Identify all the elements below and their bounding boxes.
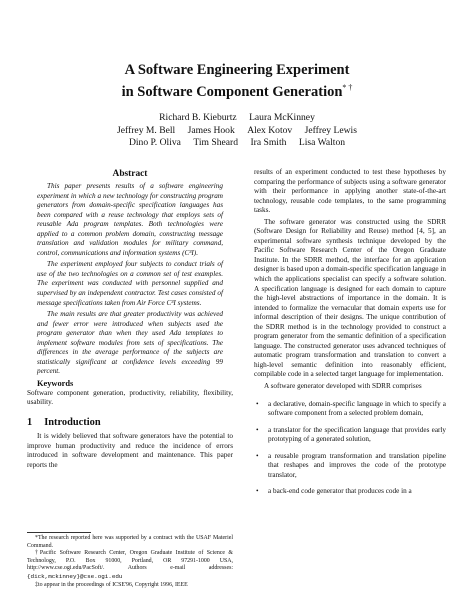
section-heading-introduction xyxy=(27,416,233,429)
footnotes xyxy=(27,535,233,589)
list-item xyxy=(254,487,446,497)
author-name: James Hook xyxy=(187,124,235,136)
list-item-text: a declarative, domain-specific language in which to specify a software component from a selected problem domain, xyxy=(268,399,446,418)
bullet-icon: • xyxy=(256,425,259,434)
footnote: *The research reported here was supported by a contract with the USAF Materiel Command. xyxy=(27,535,233,549)
body-paragraph: results of an experiment conducted to test these hypotheses by comparing the performance of subjects using a software generator with their performance in applying another state-of-the-art technology, reusable code templates, to the same programming tasks. xyxy=(254,168,446,215)
body-paragraph: The software generator was constructed using the SDRR (Software Design for Reliability and Reuse) method [4, 5], an experimental software synthesis technique developed by the Pacific Software Research Center of the Oregon Graduate Institute. In the SDRR method, the interface for an application designer is based upon a domain-specific specification language in which the applications specialist can specify a software solution. A specification language is designed for each domain to capture the high-level abstractions of importance in the domain. It is intended to formalize the vernacular that domain experts use for informal description of their designs. The unique contribution of the SDRR method is in the technology provided to construct a program generator from the semantic definition of a specification language. The constructed generator uses advanced techniques of automatic program transformation and translation to convert a high-level semantic definition into reasonably efficient, compilable code in a selected target language for implementation. xyxy=(254,217,447,379)
abstract-paragraph: The main results are that greater productivity was achieved and fewer error were introduced when subjects used the program generator than when they used Ada templates to implement software modules from sets of specifications. The differences in the average performance of the subjects are statistically significant at confidence levels exceeding 99 percent. xyxy=(37,310,223,376)
title-line-1: A Software Engineering Experiment xyxy=(124,62,350,78)
author-row xyxy=(60,137,414,150)
abstract-paragraph: The experiment employed four subjects to conduct trials of use of the two technologies on a common set of test examples. The experiment was conducted with personnel supplied and supervised by an independent contractor. Test cases consisted of message specifications taken from Air Force C³I systems. xyxy=(37,260,223,307)
abstract-paragraph: This paper presents results of a software engineering experiment in which a new technology for constructing program generators from domain-specific specification languages has been compared with a reuse technology that employs sets of reusable Ada program templates. Both technologies were applied to a common problem domain, constructing message translation and validation modules for military command, control, communications and information systems (C³I). xyxy=(37,182,223,257)
author-row xyxy=(60,112,414,125)
bullet-icon: • xyxy=(256,487,259,496)
footnote: †Pacific Software Research Center, Oregon Graduate Institute of Science & Technology, P.O. Box 91000, Portland, OR 97291-1000 USA, http://www.cse.ogi.edu/PacSoft/. Authors e-mail addresses: {dick,mckinney}@cse.ogi.edu xyxy=(27,550,233,580)
paper-title xyxy=(0,62,474,101)
list-item-text: a back-end code generator that produces code in a xyxy=(268,487,412,496)
keywords-text: Software component generation, productivity, reliability, flexibility, usability. xyxy=(27,388,233,407)
author-name: Ira Smith xyxy=(250,137,287,149)
title-footnote-marks: * † xyxy=(342,83,353,92)
bullet-icon: • xyxy=(256,451,259,460)
right-column xyxy=(254,168,446,504)
title-line-2: in Software Component Generation* † xyxy=(121,83,353,100)
author-name: Jeffrey M. Bell xyxy=(117,124,176,136)
keywords-heading: Keywords xyxy=(37,378,74,388)
footnote-email: {dick,mckinney}@cse.ogi.edu xyxy=(27,572,123,580)
list-item xyxy=(254,400,446,419)
author-name: Alex Kotov xyxy=(247,124,293,136)
author-name: Laura McKinney xyxy=(249,112,315,123)
author-row xyxy=(60,125,414,138)
author-name: Richard B. Kieburtz xyxy=(159,112,237,123)
list-item xyxy=(254,452,446,481)
left-column xyxy=(27,168,233,470)
section-title: Introduction xyxy=(44,417,101,429)
section-number: 1 xyxy=(27,417,33,429)
abstract-heading: Abstract xyxy=(112,169,148,179)
body-paragraph: A software generator developed with SDRR comprises xyxy=(264,382,422,391)
introduction-paragraph: It is widely believed that software generators have the potential to improve human productivity and reduce the incidence of errors introduced in software development and maintenance. This paper reports the xyxy=(27,432,233,469)
list-item-text: a reusable program transformation and translation pipeline that reshapes and improves the code of the prototype translator, xyxy=(268,451,446,479)
author-name: Lisa Walton xyxy=(298,137,346,149)
footnote: ‡to appear in the proceedings of ICSE'96, Copyright 1996, IEEE xyxy=(35,581,188,588)
component-list xyxy=(254,400,446,497)
bullet-icon: • xyxy=(256,399,259,408)
author-name: Tim Sheard xyxy=(193,137,239,149)
footnote-rule xyxy=(27,532,91,533)
list-item xyxy=(254,426,446,445)
abstract-body xyxy=(27,182,233,377)
author-name: Jeffrey Lewis xyxy=(304,124,357,136)
author-name: Dino P. Oliva xyxy=(128,137,181,149)
list-item-text: a translator for the specification language that provides early prototyping of a generated solution, xyxy=(268,425,446,444)
author-list xyxy=(60,112,414,150)
